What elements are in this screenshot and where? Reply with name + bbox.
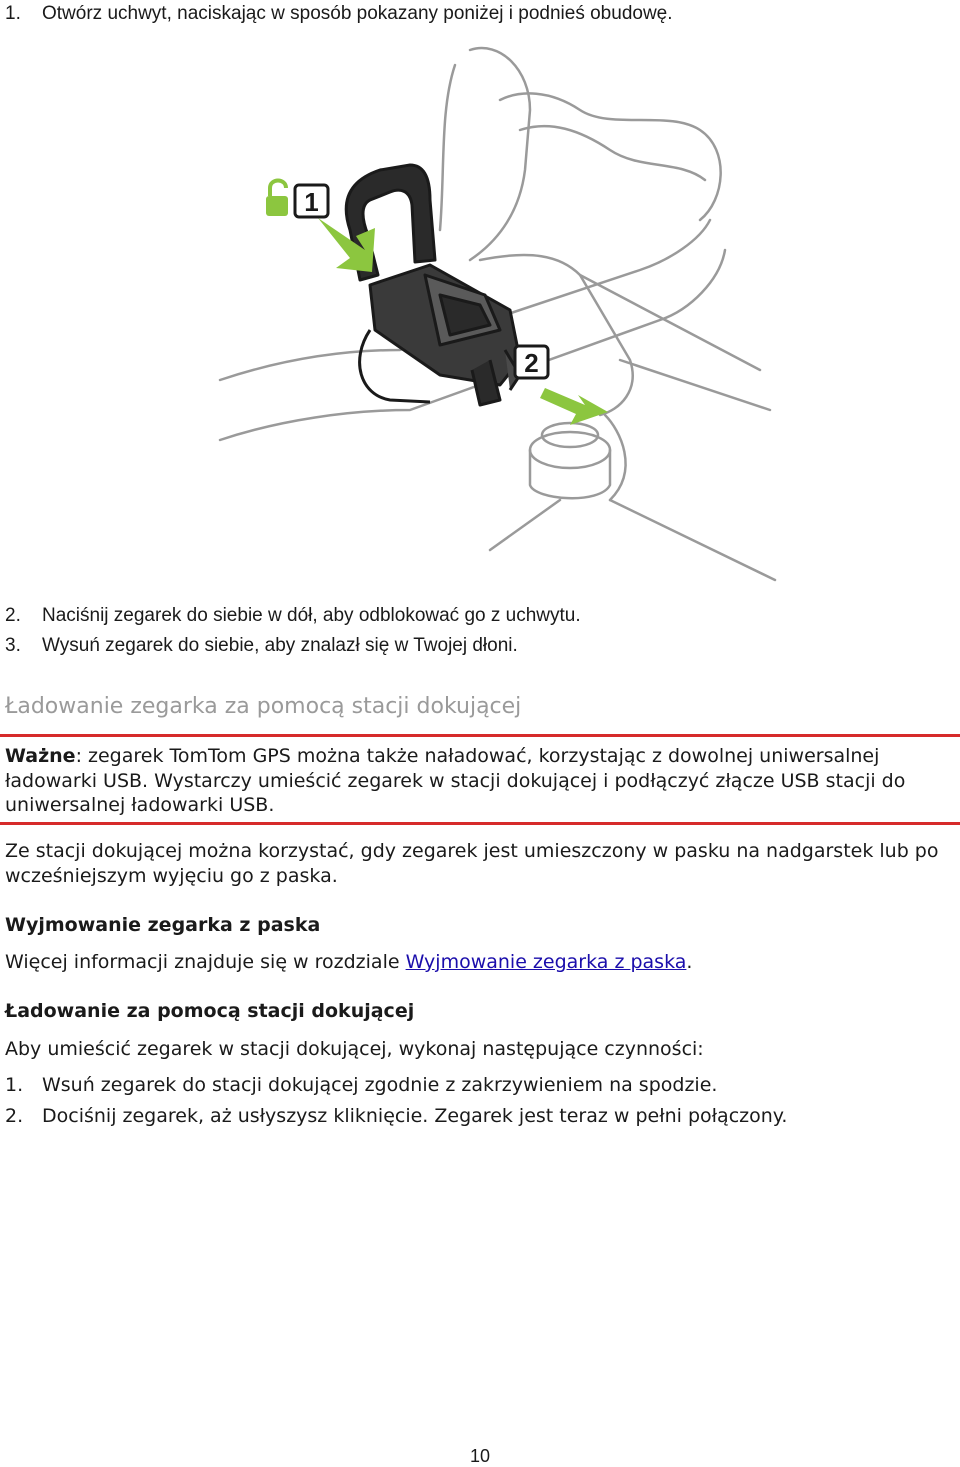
chapter-link[interactable]: Wyjmowanie zegarka z paska (405, 951, 687, 973)
subheading-remove-watch: Wyjmowanie zegarka z paska (5, 914, 321, 936)
list-text: Dociśnij zegarek, aż usłyszysz kliknięcie. Zegarek jest teraz w pełni połączony. (42, 1105, 788, 1127)
step-text: Naciśnij zegarek do siebie w dół, aby odblokować go z uchwytu. (42, 605, 581, 626)
list-item (5, 1104, 960, 1128)
step-number: 3. (5, 635, 21, 656)
list-number: 1. (5, 1074, 24, 1096)
step-3 (5, 634, 960, 658)
bike-mount-illustration (200, 30, 780, 585)
paragraph-instructions: Aby umieścić zegarek w stacji dokującej, wykonaj następujące czynności: (5, 1038, 704, 1060)
list-text: Wsuń zegarek do stacji dokującej zgodnie z zakrzywieniem na spodzie. (42, 1074, 718, 1096)
section-heading: Ładowanie zegarka za pomocą stacji dokującej (5, 694, 522, 719)
note-label: Ważne (5, 745, 76, 767)
note-body: : zegarek TomTom GPS można także naładować, korzystając z dowolnej uniwersalnej ładowarki USB. Wystarczy umieścić zegarek w stacji dokującej i podłączyć złącze USB stacji do uniwersalnej ładowarki USB. (5, 745, 906, 816)
page-number: 10 (469, 1446, 491, 1466)
step-number: 1. (5, 3, 21, 24)
subheading-dock-charging: Ładowanie za pomocą stacji dokującej (5, 1000, 415, 1022)
paragraph-dock-usage: Ze stacji dokującej można korzystać, gdy zegarek jest umieszczony w pasku na nadgarstek lub po wcześniejszym wyjęciu go z paska. (5, 840, 939, 887)
list-number: 2. (5, 1105, 24, 1127)
step-text: Otwórz uchwyt, naciskając w sposób pokazany poniżej i podnieś obudowę. (42, 3, 673, 24)
step-text: Wysuń zegarek do siebie, aby znalazł się w Twojej dłoni. (42, 635, 518, 656)
svg-text:1: 1 (304, 187, 319, 217)
text-after-link: . (686, 951, 693, 973)
step-2 (5, 604, 960, 628)
svg-text:2: 2 (524, 348, 539, 378)
badge-2 (515, 346, 548, 378)
text-before-link: Więcej informacji znajduje się w rozdziale (5, 951, 406, 973)
unlock-icon (266, 181, 288, 217)
step-1 (5, 2, 960, 26)
important-note-text (5, 744, 945, 818)
badge-1 (295, 185, 328, 217)
list-item (5, 1073, 960, 1097)
paragraph-more-info (5, 950, 945, 975)
step-number: 2. (5, 605, 21, 626)
